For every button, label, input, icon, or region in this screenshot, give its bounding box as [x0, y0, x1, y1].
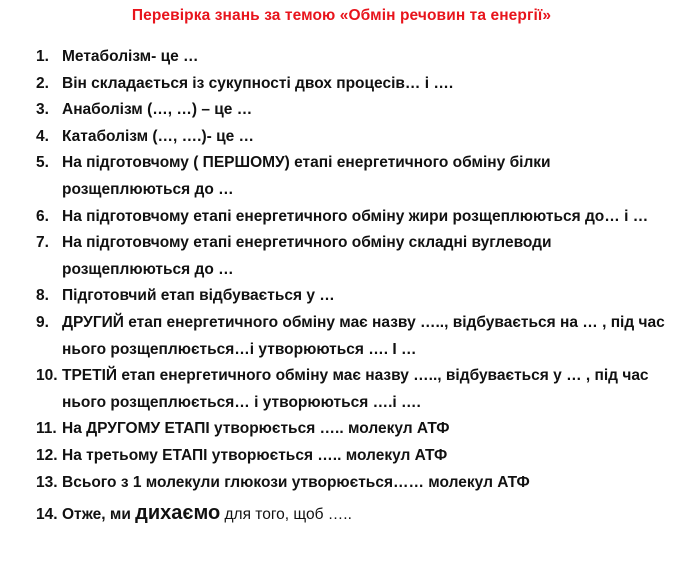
- question-list: [36, 44, 676, 530]
- question-item: [36, 283, 676, 310]
- question-text: Він складається із сукупності двох процесів… і ….: [62, 74, 454, 92]
- question-text: ТРЕТІЙ етап енергетичного обміну має назву ….., відбувається у … , під час нього розщеплюється… і утворюються ….і ….: [62, 367, 649, 411]
- question-number: 8.: [36, 287, 49, 305]
- question-number: 5.: [36, 154, 49, 172]
- question-text: Метаболізм- це …: [62, 48, 199, 65]
- question-number: 4.: [36, 127, 49, 145]
- question-text: На підготовчому етапі енергетичного обміну складні вуглеводи розщеплюються до …: [62, 234, 552, 278]
- question-item: [36, 97, 676, 124]
- question-number: 6.: [36, 207, 49, 225]
- question-item-final: [36, 498, 676, 530]
- question-text: ДРУГИЙ етап енергетичного обміну має назву ….., відбувається на … , під час нього розщеплюється…і утворюються …. І …: [62, 313, 665, 358]
- emphasized-word: дихаємо: [135, 502, 221, 525]
- question-rest: для того, щоб …..: [220, 506, 352, 524]
- question-item: [36, 124, 676, 151]
- question-item: [36, 470, 676, 497]
- question-item: [36, 416, 676, 443]
- question-text: Катаболізм (…, ….)- це …: [62, 127, 255, 145]
- question-number: 11.: [36, 420, 57, 438]
- question-number: 12.: [36, 446, 58, 464]
- question-item: [36, 44, 676, 71]
- question-text: На ДРУГОМУ ЕТАПІ утворюється ….. молекул АТФ: [62, 420, 450, 438]
- question-item: [36, 204, 676, 231]
- question-item: [36, 71, 676, 98]
- question-number: 3.: [36, 101, 49, 119]
- question-number: 14.: [36, 506, 58, 524]
- question-number: 1.: [36, 48, 49, 65]
- question-number: 7.: [36, 234, 49, 252]
- question-text: Анаболізм (…, …) – це …: [62, 101, 253, 119]
- question-item: [36, 150, 676, 203]
- question-number: 2.: [36, 74, 49, 92]
- question-text: Всього з 1 молекули глюкози утворюється…… молекул АТФ: [62, 473, 530, 491]
- question-text: На третьому ЕТАПІ утворюється ….. молекул АТФ: [62, 446, 448, 464]
- question-number: 13.: [36, 473, 58, 491]
- question-text: Підготовчий етап відбувається у …: [62, 287, 335, 305]
- question-item: [36, 230, 676, 283]
- question-text: На підготовчому ( ПЕРШОМУ) етапі енергетичного обміну білки розщеплюються до …: [62, 154, 551, 198]
- question-item: [36, 363, 676, 416]
- question-item: [36, 443, 676, 470]
- question-number: 9.: [36, 313, 49, 331]
- question-lead: Отже, ми: [62, 506, 136, 524]
- page-title: Перевірка знань за темою «Обмін речовин та енергії»: [131, 7, 552, 24]
- question-text: [62, 498, 676, 530]
- question-text: На підготовчому етапі енергетичного обміну жири розщеплюються до… і …: [62, 207, 649, 225]
- question-item: [36, 310, 676, 363]
- question-number: 10.: [36, 367, 58, 385]
